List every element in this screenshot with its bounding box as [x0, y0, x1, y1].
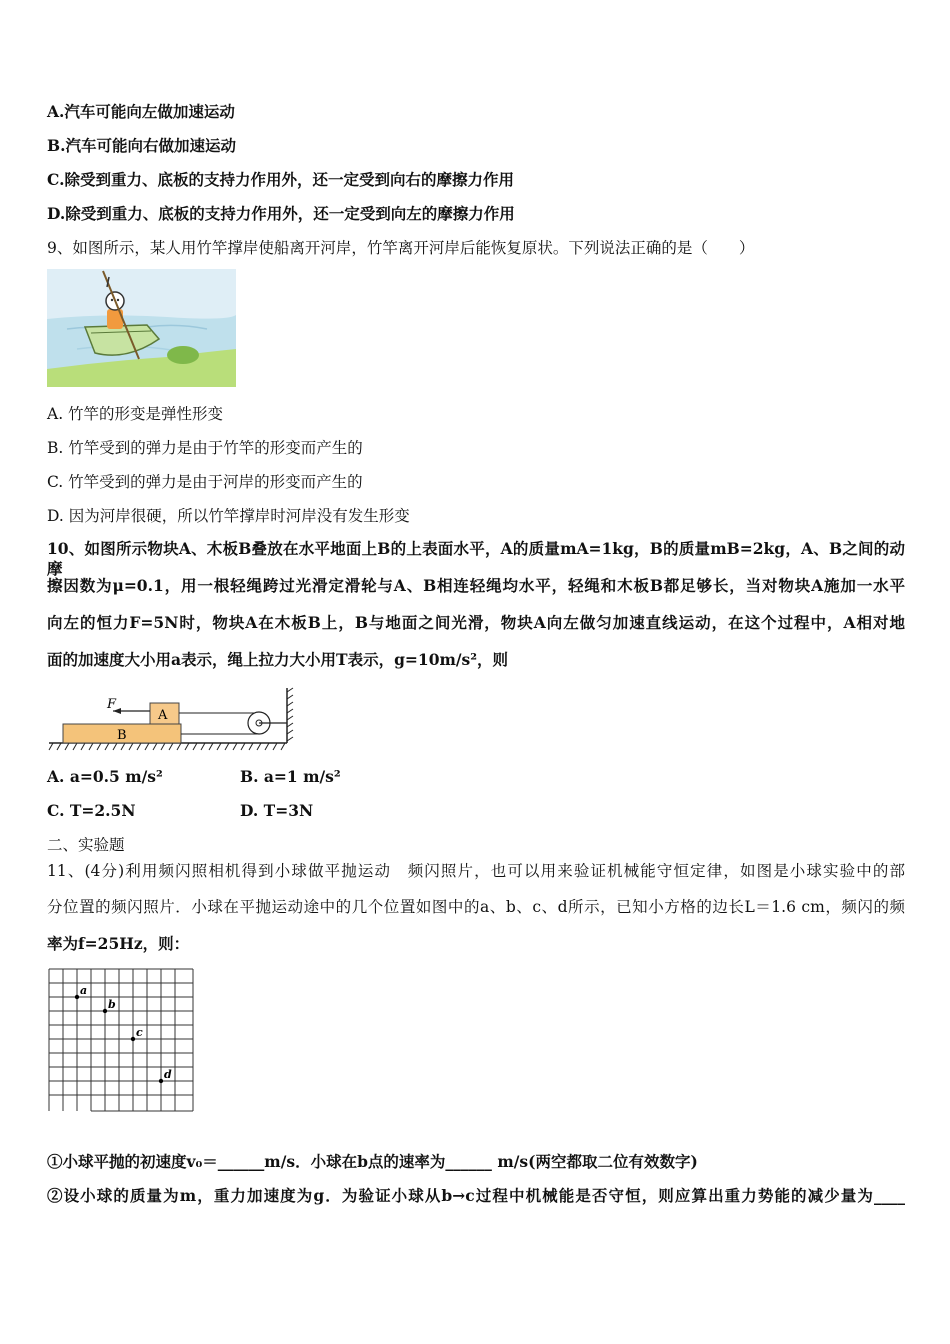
q10-stem-line3: 向左的恒力F=5N时，物块A在木板B上，B与地面之间光滑，物块A向左做匀加速直线运动，在这个过程中，A相对地	[47, 613, 905, 632]
q10-option-b: B. a=1 m/s²	[240, 767, 341, 786]
q9-option-d: D. 因为河岸很硬，所以竹竿撑岸时河岸没有发生形变	[47, 507, 410, 525]
q10-option-c: C. T=2.5N	[47, 801, 136, 820]
board-b-label: B	[117, 728, 127, 743]
section-title: 二、实验题	[47, 836, 125, 854]
strobe-grid-figure	[47, 967, 197, 1115]
q11-stem-line1: 11、(4分)利用频闪照相机得到小球做平抛运动 频闪照片，也可以用来验证机械能守恒定律，如图是小球实验中的部	[47, 862, 905, 880]
grid-point-c	[131, 1037, 135, 1041]
force-f-label: F	[107, 697, 117, 712]
q8-option-a: A.汽车可能向左做加速运动	[47, 102, 235, 121]
q10-stem-line1: 10、如图所示物块A、木板B叠放在水平地面上B的上表面水平，A的质量mA=1kg，B的质量mB=2kg，A、B之间的动摩	[47, 539, 905, 578]
block-pulley-diagram	[47, 686, 297, 754]
q8-option-c: C.除受到重力、底板的支持力作用外，还一定受到向右的摩擦力作用	[47, 170, 514, 189]
grid-label-d: d	[164, 1068, 172, 1081]
grid-point-a	[75, 995, 79, 999]
grid-label-b: b	[108, 998, 116, 1011]
grid-point-b	[103, 1009, 107, 1013]
q9-option-c: C. 竹竿受到的弹力是由于河岸的形变而产生的	[47, 473, 363, 491]
q10-option-d: D. T=3N	[240, 801, 314, 820]
q11-stem-line2: 分位置的频闪照片．小球在平抛运动途中的几个位置如图中的a、b、c、d所示，已知小方格的边长L＝1.6 cm，频闪的频	[47, 898, 905, 916]
q8-option-b: B.汽车可能向右做加速运动	[47, 136, 236, 155]
q10-stem-line2: 擦因数为μ=0.1，用一根轻绳跨过光滑定滑轮与A、B相连轻绳均水平，轻绳和木板B都足够长，当对物块A施加一水平	[47, 576, 905, 595]
q10-stem-line4: 面的加速度大小用a表示，绳上拉力大小用T表示，g=10m/s²，则	[47, 650, 509, 669]
q8-option-d: D.除受到重力、底板的支持力作用外，还一定受到向左的摩擦力作用	[47, 204, 515, 223]
q10-option-a: A. a=0.5 m/s²	[47, 767, 163, 786]
q11-subquestion-2: ②设小球的质量为m，重力加速度为g．为验证小球从b→c过程中机械能是否守恒，则应算出重力势能的减少量为____	[47, 1186, 905, 1205]
q9-stem: 9、如图所示，某人用竹竿撑岸使船离开河岸，竹竿离开河岸后能恢复原状。下列说法正确的是（ ）	[47, 239, 755, 257]
grid-point-d	[159, 1079, 163, 1083]
q9-option-a: A. 竹竿的形变是弹性形变	[47, 405, 224, 423]
q11-subquestion-1: ①小球平抛的初速度v₀＝______m/s．小球在b点的速率为______ m/s(两空都取二位有效数字)	[47, 1152, 698, 1171]
boat-illustration	[47, 269, 236, 387]
grid-label-c: c	[136, 1026, 143, 1039]
block-a-label: A	[158, 708, 168, 723]
grid-label-a: a	[80, 984, 88, 997]
q11-stem-line3: 率为f=25Hz，则：	[47, 934, 190, 953]
q9-option-b: B. 竹竿受到的弹力是由于竹竿的形变而产生的	[47, 439, 363, 457]
